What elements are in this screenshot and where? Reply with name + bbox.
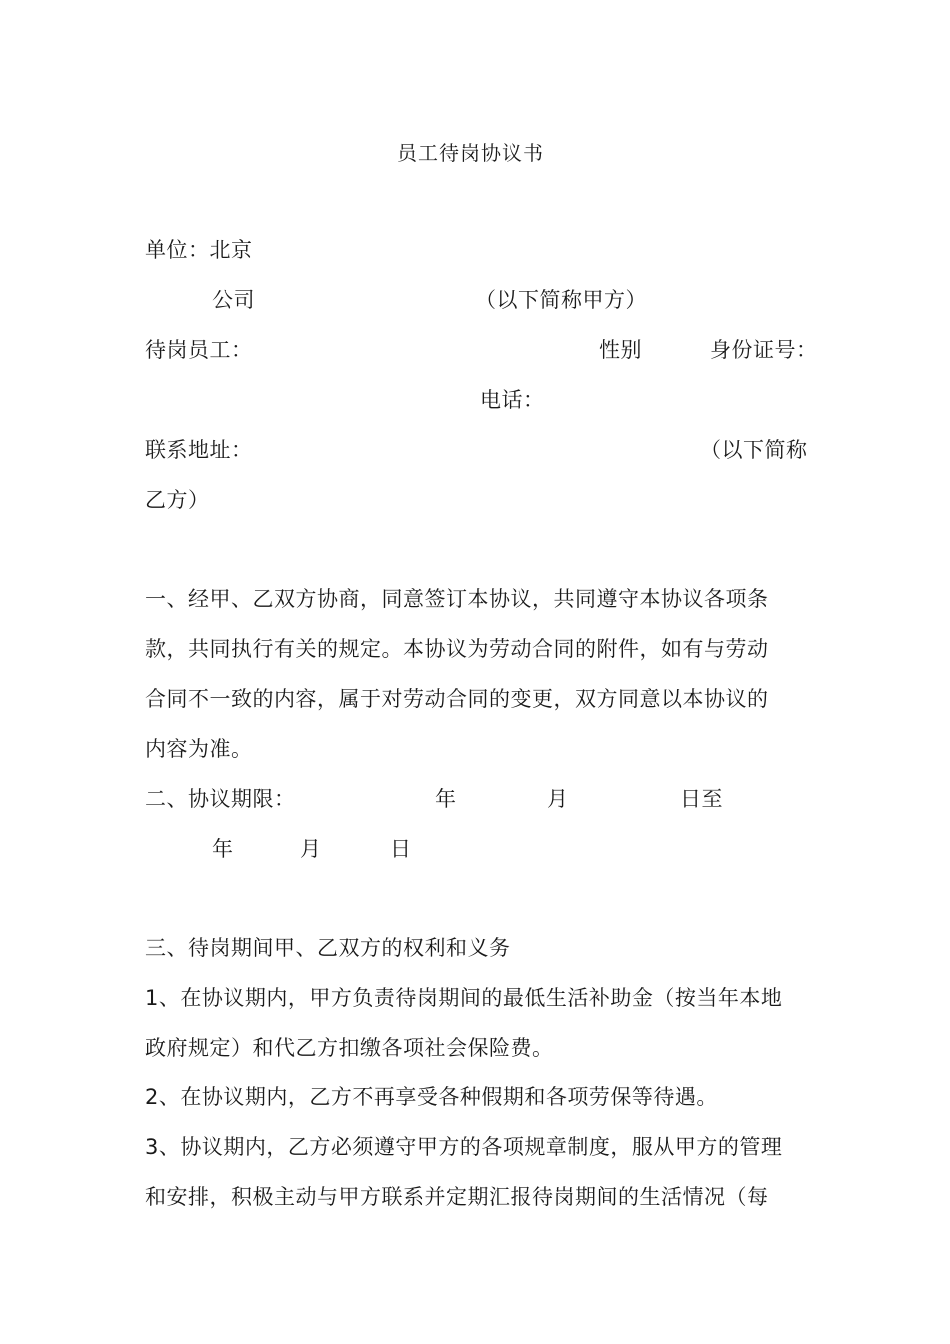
clause3-item2-line: 2、在协议期内，乙方不再享受各种假期和各项劳保等待遇。 (145, 1085, 718, 1109)
address-label: 联系地址： (145, 438, 253, 462)
phone-label: 电话： (480, 388, 545, 412)
party-b-note-part2: 乙方） (145, 488, 210, 512)
clause3-item3-line: 和安排，积极主动与甲方联系并定期汇报待岗期间的生活情况（每 (145, 1185, 769, 1209)
id-number-label: 身份证号： (710, 338, 818, 362)
unit-label: 单位：北京 (145, 238, 253, 262)
clause1-line: 款，共同执行有关的规定。本协议为劳动合同的附件，如有与劳动 (145, 637, 769, 661)
clause3-item3-line: 3、协议期内，乙方必须遵守甲方的各项规章制度，服从甲方的管理 (145, 1135, 783, 1159)
term-start-year: 年 (435, 787, 457, 811)
term-start-day-to: 日至 (680, 787, 723, 811)
clause3-heading: 三、待岗期间甲、乙双方的权利和义务 (145, 936, 511, 960)
term-start-month: 月 (547, 787, 569, 811)
gender-label: 性别 (599, 338, 642, 362)
clause3-item1-line: 政府规定）和代乙方扣缴各项社会保险费。 (145, 1036, 554, 1060)
term-end-day: 日 (390, 837, 412, 861)
term-end-year: 年 (212, 837, 234, 861)
party-a-note: （以下简称甲方） (475, 288, 647, 312)
term-label: 二、协议期限： (145, 787, 296, 811)
company-label: 公司 (212, 288, 255, 312)
clause1-line: 内容为准。 (145, 737, 253, 761)
employee-label: 待岗员工： (145, 338, 253, 362)
party-b-note-part1: （以下简称 (700, 438, 808, 462)
document-title: 员工待岗协议书 (397, 141, 544, 165)
clause1-line: 一、经甲、乙双方协商，同意签订本协议，共同遵守本协议各项条 (145, 587, 769, 611)
term-end-month: 月 (300, 837, 322, 861)
clause1-line: 合同不一致的内容，属于对劳动合同的变更，双方同意以本协议的 (145, 687, 769, 711)
clause3-item1-line: 1、在协议期内，甲方负责待岗期间的最低生活补助金（按当年本地 (145, 986, 783, 1010)
